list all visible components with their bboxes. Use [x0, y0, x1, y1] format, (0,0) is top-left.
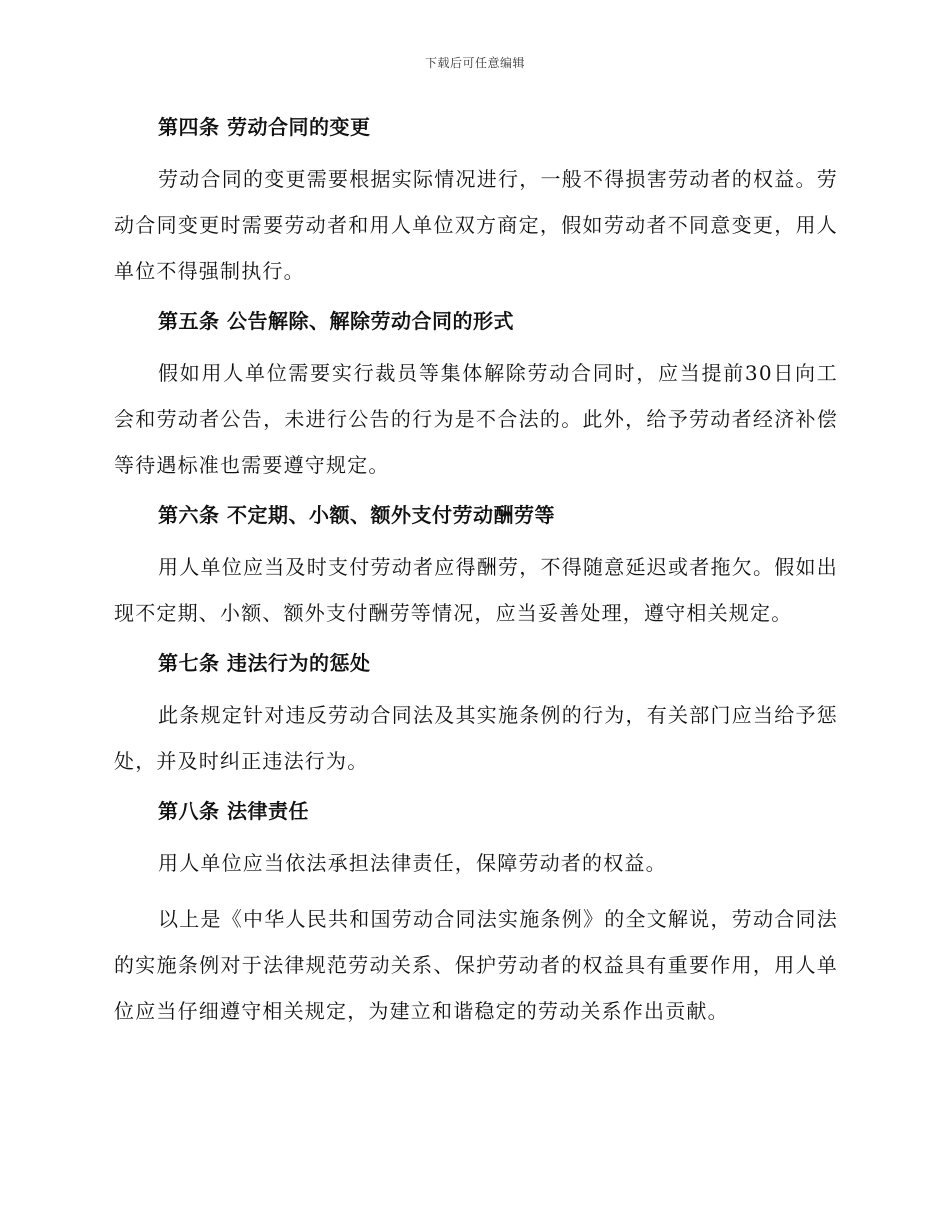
section-article-4 — [114, 110, 838, 294]
section-paragraph: 此条规定针对违反劳动合同法及其实施条例的行为，有关部门应当给予惩处，并及时纠正违法行为。 — [114, 703, 838, 773]
section-paragraph: 用人单位应当依法承担法律责任，保障劳动者的权益。 — [158, 851, 667, 875]
closing-paragraph: 以上是《中华人民共和国劳动合同法实施条例》的全文解说，劳动合同法的实施条例对于法律规范劳动关系、保护劳动者的权益具有重要作用，用人单位应当仔细遵守相关规定，为建立和谐稳定的劳动关系作出贡献。 — [114, 907, 838, 1023]
section-heading: 第七条 违法行为的惩处 — [158, 651, 371, 675]
section-article-7 — [114, 646, 838, 784]
section-paragraph: 劳动合同的变更需要根据实际情况进行，一般不得损害劳动者的权益。劳动合同变更时需要劳动者和用人单位双方商定，假如劳动者不同意变更，用人单位不得强制执行。 — [114, 167, 838, 283]
section-heading: 第四条 劳动合同的变更 — [158, 115, 371, 139]
section-heading: 第六条 不定期、小额、额外支付劳动酬劳等 — [158, 503, 555, 527]
section-article-6 — [114, 498, 838, 636]
section-paragraph: 用人单位应当及时支付劳动者应得酬劳，不得随意延迟或者拖欠。假如出现不定期、小额、额外支付酬劳等情况，应当妥善处理，遵守相关规定。 — [114, 555, 838, 625]
section-paragraph: 假如用人单位需要实行裁员等集体解除劳动合同时，应当提前30日向工会和劳动者公告，未进行公告的行为是不合法的。此外，给予劳动者经济补偿等待遇标准也需要遵守规定。 — [114, 361, 838, 477]
section-article-8 — [114, 794, 838, 1034]
section-article-5 — [114, 304, 838, 488]
page-header: 下载后可任意编辑 — [424, 56, 525, 70]
document-body — [114, 110, 838, 1044]
section-heading: 第五条 公告解除、解除劳动合同的形式 — [158, 309, 514, 333]
section-heading: 第八条 法律责任 — [158, 799, 309, 823]
